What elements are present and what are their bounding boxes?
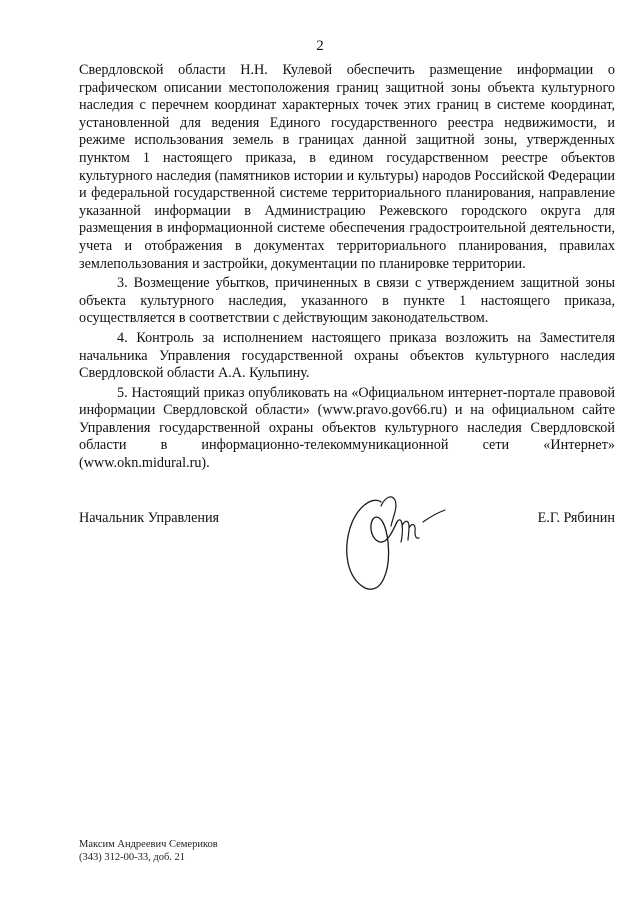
executor-name: Максим Андреевич Семериков	[79, 839, 218, 850]
handwritten-signature	[333, 482, 458, 602]
paragraph-item-3: 3. Возмещение убытков, причиненных в связи с утверждением защитной зоны объекта культурного наследия, указанного в пункте 1 настоящего приказа, осуществляется в соответствии с действующим законодательством.	[79, 275, 615, 327]
document-body	[79, 62, 615, 475]
paragraph-item-4: 4. Контроль за исполнением настоящего приказа возложить на Заместителя начальника Управления государственной охраны объектов культурного наследия Свердловской области А.А. Кульпину.	[79, 329, 615, 382]
signatory-name: Е.Г. Рябинин	[537, 510, 615, 526]
footer-executor-info	[79, 838, 218, 864]
page-number: 2	[316, 38, 324, 54]
executor-phone: (343) 312-00-33, доб. 21	[79, 852, 186, 863]
signatory-position: Начальник Управления	[79, 510, 220, 526]
paragraph-item-5: 5. Настоящий приказ опубликовать на «Официальном интернет-портале правовой информации Свердловской области» (www.pravo.gov66.ru) и на официальном сайте Управления государственной охраны объектов культурного наследия Свердловской области в информационно-телекоммуникационной сети «Интернет» (www.okn.midural.ru).	[79, 384, 615, 472]
paragraph-continuation: Свердловской области Н.Н. Кулевой обеспечить размещение информации о графическом описании местоположения границ защитной зоны объекта культурного наследия с перечнем координат характерных точек этих границ в системе координат, установленной для ведения Единого государственного реестра недвижимости, и режиме использования земель в границах данной защитной зоны, утвержденных пунктом 1 настоящего приказа, в едином государственном реестре объектов культурного наследия (памятников истории и культуры) народов Российской Федерации и федеральной государственной системе территориального планирования, направление указанной информации в Администрацию Режевского городского округа для размещения в информационной системе обеспечения градостроительной деятельности, учета и отображения в документах территориального планирования, правилах землепользования и застройки, документации по планировке территории.	[79, 62, 615, 272]
